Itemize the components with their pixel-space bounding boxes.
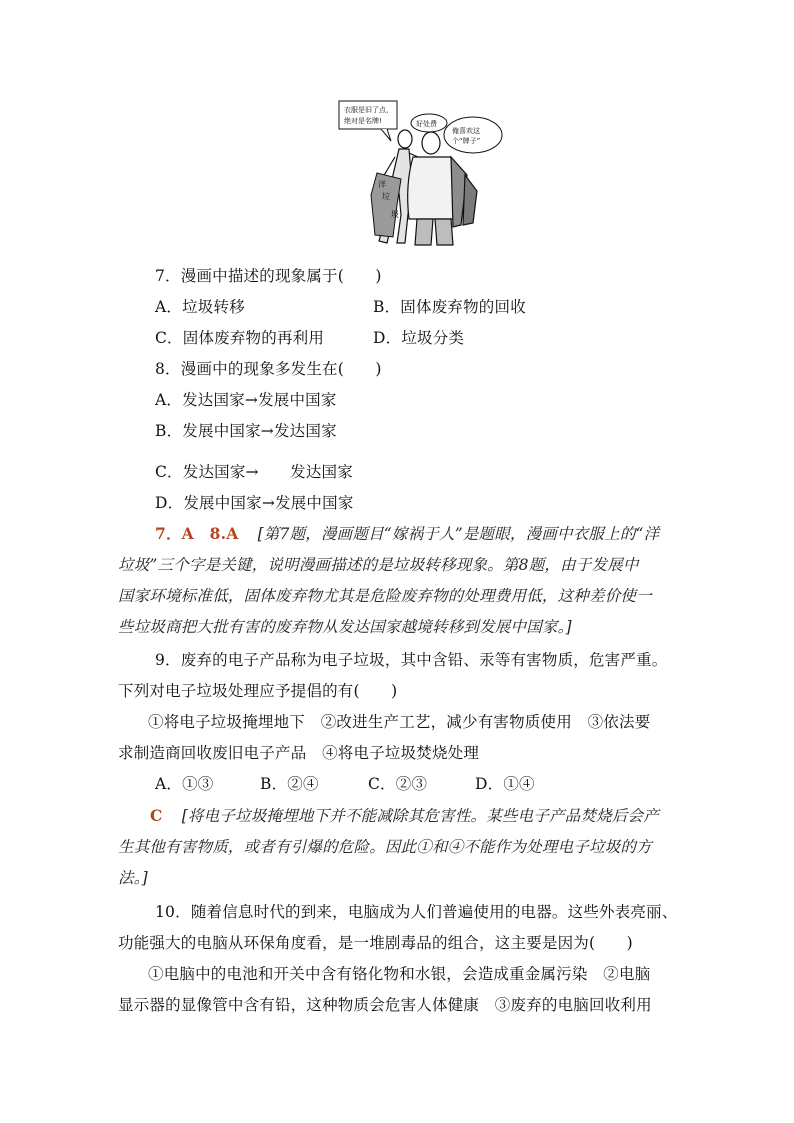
question-10-items-line-2: 显示器的显像管中含有铅，这种物质会危害人体健康 ③废弃的电脑回收利用 (118, 996, 652, 1014)
explanation-7-8-line-3: 国家环境标准低，固体废弃物尤其是危险废弃物的处理费用低，这种差价使一 (118, 587, 652, 605)
answer-key-9: C (150, 806, 163, 825)
question-8-option-c: C．发达国家→ 发达国家 (155, 463, 353, 481)
junk-coat (371, 173, 401, 237)
explanation-7-8-line-1: [第7题，漫画题目“嫁祸于人”是题眼，漫画中衣服上的“洋 (257, 525, 660, 543)
explanation-7-8-line-4: 些垃圾商把大批有害的废弃物从发达国家越境转移到发展中国家。] (118, 618, 572, 636)
question-9-option-a: A．①③ (155, 775, 214, 793)
question-7-option-a: A．垃圾转移 (155, 298, 245, 316)
question-9-stem-line-1: 9．废弃的电子产品称为电子垃圾，其中含铅、汞等有害物质，危害严重。 (155, 651, 668, 669)
bubble-right-line-1: 俺喜欢这 (452, 127, 480, 135)
answer-key-7-8: 7．A 8.A (155, 524, 239, 543)
question-9-items-line-1: ①将电子垃圾掩埋地下 ②改进生产工艺，减少有害物质使用 ③依法要 (148, 713, 651, 731)
bubble-middle-text: 好处费 (416, 120, 437, 128)
question-7-option-d: D．垃圾分类 (373, 329, 465, 347)
explanation-9-line-2: 生其他有害物质，或者有引爆的危险。因此①和④不能作为处理电子垃圾的方 (118, 838, 652, 856)
explanation-7-8-line-2: 垃圾”三个字是关键，说明漫画描述的是垃圾转移现象。第8题，由于发展中 (118, 556, 639, 574)
bubble-left-line-2: 绝对是名牌! (344, 117, 382, 125)
question-8-option-b: B．发展中国家→发达国家 (155, 422, 337, 440)
question-9-items-line-2: 求制造商回收废旧电子产品 ④将电子垃圾焚烧处理 (118, 744, 480, 762)
bubble-left-line-1: 衣服是旧了点， (344, 106, 393, 114)
question-9-option-d: D．①④ (475, 775, 535, 793)
question-7-option-c: C．固体废弃物的再利用 (155, 329, 325, 347)
question-8-option-a: A．发达国家→发展中国家 (155, 391, 337, 409)
answer-7-8-line-1 (155, 522, 659, 544)
answer-9-line-1 (150, 804, 659, 826)
question-9-stem-line-2: 下列对电子垃圾处理应予提倡的有( ) (118, 682, 398, 700)
question-7-option-b: B．固体废弃物的回收 (373, 298, 526, 316)
bubble-right-line-2: 个“牌子” (452, 137, 481, 145)
explanation-9-line-3: 法。] (118, 869, 148, 887)
cartoon-illustration (335, 95, 507, 247)
question-8-option-d: D．发展中国家→发展中国家 (155, 494, 354, 512)
question-7-stem: 7．漫画中描述的现象属于( ) (155, 267, 382, 285)
coat-character-2: 垃 (382, 192, 390, 201)
question-8-stem: 8．漫画中的现象多发生在( ) (155, 360, 382, 378)
coat-character-3: 圾 (391, 210, 399, 219)
question-10-stem-line-2: 功能强大的电脑从环保角度看，是一堆剧毒品的组合，这主要是因为( ) (118, 934, 633, 952)
question-9-option-c: C．②③ (368, 775, 428, 793)
question-10-stem-line-1: 10．随着信息时代的到来，电脑成为人们普遍使用的电器。这些外表亮丽、 (155, 903, 678, 921)
question-10-items-line-1: ①电脑中的电池和开关中含有铬化物和水银，会造成重金属污染 ②电脑 (148, 965, 651, 983)
question-9-option-b: B．②④ (260, 775, 319, 793)
coat-character-1: 洋 (378, 180, 386, 189)
explanation-9-line-1: [将电子垃圾掩埋地下并不能减除其危害性。某些电子产品焚烧后会产 (181, 807, 659, 825)
speech-bubble-right (444, 117, 502, 153)
